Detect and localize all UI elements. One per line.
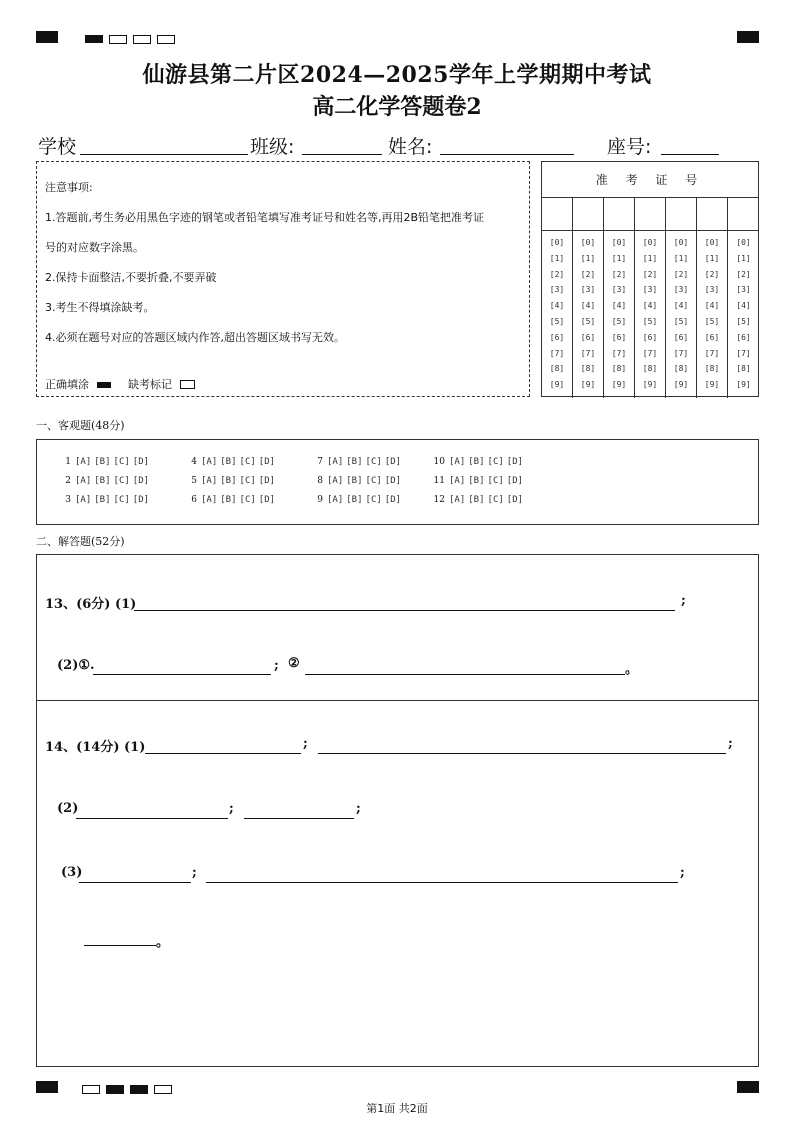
exam-id-digit-bubble[interactable]: [0] bbox=[736, 238, 751, 247]
answer-option-bubble[interactable]: [C] bbox=[239, 457, 256, 467]
exam-id-digit-bubble[interactable]: [1] bbox=[642, 253, 658, 263]
corner-mark-top-right bbox=[737, 31, 759, 43]
answer-option-bubble[interactable]: [A] bbox=[327, 495, 344, 505]
question-number: 9 bbox=[317, 495, 323, 505]
exam-id-digit-bubble[interactable]: [8] bbox=[704, 364, 720, 374]
question-number: 3 bbox=[65, 495, 71, 505]
exam-id-digit-bubble[interactable]: [5] bbox=[642, 317, 658, 326]
answer-option-bubble[interactable]: [C] bbox=[487, 457, 504, 467]
answer-option-bubble[interactable]: [D] bbox=[132, 476, 150, 486]
correct-fill-label: 正确填涂 bbox=[45, 378, 89, 391]
exam-id-column bbox=[666, 198, 697, 398]
exam-id-digit-bubble[interactable]: [1] bbox=[549, 253, 565, 263]
seat-field[interactable] bbox=[661, 134, 719, 155]
exam-id-write-box[interactable] bbox=[728, 198, 759, 231]
exam-id-digit-bubble[interactable]: [8] bbox=[611, 364, 627, 374]
exam-id-digit-bubble[interactable]: [1] bbox=[704, 253, 720, 263]
exam-id-digit-bubble[interactable]: [6] bbox=[704, 332, 720, 342]
exam-id-digit-bubble[interactable]: [9] bbox=[580, 380, 596, 390]
exam-id-digit-bubble[interactable]: [3] bbox=[642, 285, 658, 295]
answer-option-bubble[interactable]: [B] bbox=[468, 476, 485, 486]
exam-id-digit-bubble[interactable]: [9] bbox=[549, 380, 565, 390]
q14-semicolon: ; bbox=[192, 865, 197, 880]
correct-fill-sample bbox=[97, 382, 111, 388]
answer-option-bubble[interactable]: [A] bbox=[449, 476, 466, 486]
exam-id-write-box[interactable] bbox=[666, 198, 696, 231]
objective-question bbox=[311, 476, 404, 486]
timing-mark bbox=[130, 1085, 148, 1094]
objective-question bbox=[311, 495, 404, 505]
exam-id-digit-bubble[interactable]: [7] bbox=[642, 348, 658, 358]
answer-option-bubble[interactable]: [A] bbox=[201, 476, 218, 486]
question-number: 8 bbox=[317, 476, 323, 486]
corner-mark-bottom-right bbox=[737, 1081, 759, 1093]
answer-option-bubble[interactable]: [D] bbox=[506, 457, 524, 467]
answer-option-bubble[interactable]: [B] bbox=[94, 476, 111, 486]
exam-id-digit-bubble[interactable]: [7] bbox=[736, 348, 751, 358]
answer-option-bubble[interactable]: [A] bbox=[449, 495, 466, 505]
exam-id-digit-bubble[interactable]: [2] bbox=[580, 269, 596, 279]
objective-section-label: 一、客观题(48分) bbox=[36, 419, 125, 432]
answer-option-bubble[interactable]: [A] bbox=[75, 495, 92, 505]
exam-id-digit-bubble[interactable]: [4] bbox=[611, 301, 627, 311]
corner-mark-bottom-left bbox=[36, 1081, 58, 1093]
q14-semicolon: ; bbox=[680, 865, 685, 880]
exam-id-digit-bubble[interactable]: [2] bbox=[642, 269, 658, 279]
exam-id-digit-bubble[interactable]: [9] bbox=[642, 380, 658, 390]
answer-option-bubble[interactable]: [A] bbox=[327, 476, 344, 486]
exam-id-digit-bubble[interactable]: [2] bbox=[736, 269, 751, 279]
answer-option-bubble[interactable]: [D] bbox=[258, 495, 276, 505]
exam-id-write-box[interactable] bbox=[573, 198, 603, 231]
exam-id-digit-bubble[interactable]: [9] bbox=[736, 380, 751, 390]
answer-option-bubble[interactable]: [C] bbox=[365, 457, 382, 467]
answer-option-bubble[interactable]: [C] bbox=[113, 495, 130, 505]
question-number: 7 bbox=[317, 457, 323, 467]
name-label: 姓名: bbox=[388, 136, 433, 158]
question-number: 4 bbox=[191, 457, 197, 467]
exam-id-digit-bubble[interactable]: [3] bbox=[549, 285, 565, 295]
timing-mark bbox=[106, 1085, 124, 1094]
exam-id-digit-bubble[interactable]: [2] bbox=[673, 269, 689, 279]
objective-question bbox=[185, 457, 278, 467]
exam-id-digit-bubble[interactable]: [2] bbox=[549, 269, 565, 279]
q13-semicolon: ; bbox=[681, 593, 686, 608]
exam-id-digit-bubble[interactable]: [9] bbox=[611, 380, 627, 390]
question-number: 2 bbox=[65, 476, 71, 486]
exam-id-digit-bubble[interactable]: [4] bbox=[704, 301, 720, 311]
timing-mark bbox=[154, 1085, 172, 1094]
q14-end: 。 bbox=[156, 935, 170, 950]
notice-item: 1.答题前,考生务必用黑色字迹的钢笔或者铅笔填写准考证号和姓名等,再用2B铅笔把准考证 bbox=[45, 211, 485, 224]
answer-option-bubble[interactable]: [B] bbox=[220, 476, 237, 486]
timing-mark bbox=[157, 35, 175, 44]
objective-question bbox=[433, 495, 526, 505]
exam-id-digit-bubble[interactable]: [0] bbox=[611, 238, 627, 247]
answer-option-bubble[interactable]: [C] bbox=[239, 476, 256, 486]
q14-answer-2a[interactable] bbox=[76, 804, 228, 819]
answer-option-bubble[interactable]: [B] bbox=[468, 457, 485, 467]
answer-option-bubble[interactable]: [D] bbox=[258, 476, 276, 486]
objective-question bbox=[185, 495, 278, 505]
exam-id-column bbox=[542, 198, 573, 398]
q14-semicolon: ; bbox=[303, 736, 308, 751]
answer-option-bubble[interactable]: [C] bbox=[487, 495, 504, 505]
exam-id-digit-bubble[interactable]: [0] bbox=[549, 238, 565, 247]
answer-option-bubble[interactable]: [D] bbox=[132, 457, 150, 467]
answer-option-bubble[interactable]: [A] bbox=[75, 476, 92, 486]
answer-option-bubble[interactable]: [D] bbox=[506, 476, 524, 486]
timing-mark bbox=[82, 1085, 100, 1094]
exam-id-write-box[interactable] bbox=[604, 198, 634, 231]
answer-option-bubble[interactable]: [B] bbox=[94, 457, 111, 467]
q13-circle-2: ② bbox=[288, 656, 300, 671]
answer-option-bubble[interactable]: [C] bbox=[487, 476, 504, 486]
question-number: 6 bbox=[191, 495, 197, 505]
exam-id-digit-bubble[interactable]: [9] bbox=[704, 380, 720, 390]
answer-option-bubble[interactable]: [B] bbox=[94, 495, 111, 505]
answer-option-bubble[interactable]: [D] bbox=[258, 457, 276, 467]
answer-option-bubble[interactable]: [B] bbox=[346, 476, 363, 486]
q14-answer-3a[interactable] bbox=[79, 868, 191, 883]
objective-question bbox=[59, 457, 152, 467]
exam-id-digit-bubble[interactable]: [5] bbox=[704, 317, 720, 326]
question-number: 10 bbox=[433, 457, 445, 467]
exam-id-digit-bubble[interactable]: [2] bbox=[704, 269, 720, 279]
exam-id-digit-bubble[interactable]: [7] bbox=[549, 348, 565, 358]
exam-id-digit-bubble[interactable]: [4] bbox=[642, 301, 658, 311]
answer-option-bubble[interactable]: [A] bbox=[449, 457, 466, 467]
school-field[interactable] bbox=[80, 134, 248, 155]
exam-id-digit-bubble[interactable]: [4] bbox=[549, 301, 565, 311]
exam-id-digit-bubble[interactable]: [3] bbox=[673, 285, 689, 295]
exam-id-digit-bubble[interactable]: [0] bbox=[642, 238, 658, 247]
q13-answer-1[interactable] bbox=[134, 596, 675, 611]
answer-option-bubble[interactable]: [B] bbox=[220, 457, 237, 467]
exam-id-digit-bubble[interactable]: [0] bbox=[704, 238, 720, 247]
exam-id-digit-bubble[interactable]: [1] bbox=[580, 253, 596, 263]
answer-option-bubble[interactable]: [D] bbox=[384, 476, 402, 486]
exam-id-write-box[interactable] bbox=[697, 198, 727, 231]
exam-id-digit-bubble[interactable]: [9] bbox=[673, 380, 689, 390]
exam-id-digit-bubble[interactable]: [7] bbox=[673, 348, 689, 358]
q13-semicolon: ; bbox=[274, 658, 279, 673]
answer-option-bubble[interactable]: [A] bbox=[327, 457, 344, 467]
exam-id-digit-bubble[interactable]: [0] bbox=[580, 238, 596, 247]
exam-id-digit-bubble[interactable]: [8] bbox=[736, 364, 751, 374]
exam-id-digit-bubble[interactable]: [4] bbox=[673, 301, 689, 311]
exam-id-write-box[interactable] bbox=[635, 198, 665, 231]
answer-option-bubble[interactable]: [A] bbox=[201, 457, 218, 467]
timing-mark bbox=[109, 35, 127, 44]
exam-id-digit-bubble[interactable]: [1] bbox=[611, 253, 627, 263]
answer-option-bubble[interactable]: [A] bbox=[201, 495, 218, 505]
q14-answer-1a[interactable] bbox=[145, 739, 301, 754]
notice-heading: 注意事项: bbox=[45, 181, 93, 194]
q14-semicolon: ; bbox=[728, 736, 733, 751]
exam-id-digit-bubble[interactable]: [5] bbox=[611, 317, 627, 326]
q14-semicolon: ; bbox=[229, 801, 234, 816]
answer-option-bubble[interactable]: [C] bbox=[113, 457, 130, 467]
notice-item: 2.保持卡面整洁,不要折叠,不要弄破 bbox=[45, 271, 217, 284]
exam-id-digit-bubble[interactable]: [8] bbox=[642, 364, 658, 374]
page-number: 第1面 共2面 bbox=[366, 1102, 428, 1115]
exam-id-digit-bubble[interactable]: [7] bbox=[580, 348, 596, 358]
q14-answer-1b[interactable] bbox=[318, 739, 726, 754]
name-field[interactable] bbox=[440, 134, 574, 155]
exam-id-digit-bubble[interactable]: [5] bbox=[549, 317, 565, 326]
exam-id-column bbox=[604, 198, 635, 398]
question-number: 5 bbox=[191, 476, 197, 486]
class-label: 班级: bbox=[250, 136, 295, 158]
q14-semicolon: ; bbox=[356, 801, 361, 816]
exam-id-digit-bubble[interactable]: [8] bbox=[580, 364, 596, 374]
timing-mark bbox=[133, 35, 151, 44]
exam-id-column bbox=[573, 198, 604, 398]
exam-id-digit-bubble[interactable]: [6] bbox=[736, 332, 751, 342]
objective-question bbox=[433, 457, 526, 467]
exam-id-digit-bubble[interactable]: [6] bbox=[673, 332, 689, 342]
exam-id-digit-bubble[interactable]: [5] bbox=[673, 317, 689, 326]
notice-item: 3.考生不得填涂缺考。 bbox=[45, 301, 155, 314]
exam-id-digit-bubble[interactable]: [5] bbox=[580, 317, 596, 326]
exam-id-digit-bubble[interactable]: [7] bbox=[704, 348, 720, 358]
exam-id-digit-bubble[interactable]: [8] bbox=[549, 364, 565, 374]
objective-question bbox=[311, 457, 404, 467]
q14-answer-2b[interactable] bbox=[244, 804, 354, 819]
exam-id-panel bbox=[541, 161, 759, 397]
q14-answer-3b[interactable] bbox=[206, 868, 678, 883]
q14-answer-3c[interactable] bbox=[84, 931, 156, 946]
exam-id-digit-bubble[interactable]: [3] bbox=[580, 285, 596, 295]
timing-mark bbox=[85, 35, 103, 43]
notice-item: 号的对应数字涂黑。 bbox=[45, 241, 144, 254]
answer-option-bubble[interactable]: [C] bbox=[365, 476, 382, 486]
exam-id-digit-bubble[interactable]: [5] bbox=[736, 317, 751, 326]
exam-id-write-box[interactable] bbox=[542, 198, 572, 231]
notice-box bbox=[36, 161, 530, 397]
answer-option-bubble[interactable]: [D] bbox=[132, 495, 150, 505]
objective-question bbox=[59, 495, 152, 505]
exam-id-column bbox=[635, 198, 666, 398]
class-field[interactable] bbox=[302, 134, 382, 155]
objective-question bbox=[59, 476, 152, 486]
corner-mark-top-left bbox=[36, 31, 58, 43]
question-number: 11 bbox=[433, 476, 445, 486]
answer-option-bubble[interactable]: [D] bbox=[384, 457, 402, 467]
exam-id-digit-bubble[interactable]: [4] bbox=[580, 301, 596, 311]
exam-id-digit-bubble[interactable]: [2] bbox=[611, 269, 627, 279]
objective-question bbox=[433, 476, 526, 486]
school-label: 学校 bbox=[38, 136, 77, 158]
seat-label: 座号: bbox=[607, 136, 652, 158]
question-number: 1 bbox=[65, 457, 71, 467]
exam-id-digit-bubble[interactable]: [7] bbox=[611, 348, 627, 358]
fill-legend bbox=[45, 376, 195, 392]
question-13-box bbox=[36, 554, 759, 701]
absent-mark-box[interactable] bbox=[180, 380, 195, 389]
question-14-box bbox=[36, 700, 759, 1067]
answer-option-bubble[interactable]: [B] bbox=[346, 495, 363, 505]
answer-option-bubble[interactable]: [D] bbox=[506, 495, 524, 505]
exam-id-digit-bubble[interactable]: [1] bbox=[736, 253, 751, 263]
exam-id-digit-bubble[interactable]: [8] bbox=[673, 364, 689, 374]
exam-id-digit-bubble[interactable]: [1] bbox=[673, 253, 689, 263]
exam-id-digit-bubble[interactable]: [6] bbox=[549, 332, 565, 342]
exam-id-digit-bubble[interactable]: [3] bbox=[611, 285, 627, 295]
answer-option-bubble[interactable]: [C] bbox=[113, 476, 130, 486]
q13-answer-2b[interactable] bbox=[305, 660, 625, 675]
q13-answer-2a[interactable] bbox=[93, 660, 271, 675]
exam-id-digit-bubble[interactable]: [6] bbox=[611, 332, 627, 342]
exam-id-column bbox=[697, 198, 728, 398]
objective-question bbox=[185, 476, 278, 486]
q14-part2: (2) bbox=[57, 801, 79, 816]
answer-option-bubble[interactable]: [C] bbox=[365, 495, 382, 505]
absent-mark-label: 缺考标记 bbox=[128, 378, 172, 391]
answer-option-bubble[interactable]: [D] bbox=[384, 495, 402, 505]
q14-part3: (3) bbox=[61, 865, 83, 880]
q13-end: 。 bbox=[625, 662, 639, 677]
exam-id-digit-bubble[interactable]: [6] bbox=[642, 332, 658, 342]
exam-subtitle: 高二化学答题卷2 bbox=[312, 94, 482, 120]
exam-id-title: 准 考 证 号 bbox=[542, 162, 758, 198]
q13-part2: (2)①. bbox=[57, 658, 95, 673]
answer-option-bubble[interactable]: [B] bbox=[346, 457, 363, 467]
answer-option-bubble[interactable]: [B] bbox=[220, 495, 237, 505]
exam-id-digit-bubble[interactable]: [4] bbox=[736, 301, 751, 311]
exam-id-digit-bubble[interactable]: [3] bbox=[704, 285, 720, 295]
q13-head: 13、(6分) (1) bbox=[45, 597, 137, 612]
exam-id-column bbox=[728, 198, 759, 398]
objective-answer-box bbox=[36, 439, 759, 525]
subjective-section-label: 二、解答题(52分) bbox=[36, 535, 125, 548]
exam-id-digit-bubble[interactable]: [0] bbox=[673, 238, 689, 247]
answer-option-bubble[interactable]: [A] bbox=[75, 457, 92, 467]
exam-id-digit-bubble[interactable]: [3] bbox=[736, 285, 751, 295]
exam-title: 仙游县第二片区2024—2025学年上学期期中考试 bbox=[142, 62, 652, 88]
answer-option-bubble[interactable]: [B] bbox=[468, 495, 485, 505]
notice-item: 4.必须在题号对应的答题区域内作答,超出答题区域书写无效。 bbox=[45, 331, 345, 344]
answer-option-bubble[interactable]: [C] bbox=[239, 495, 256, 505]
exam-id-digit-bubble[interactable]: [6] bbox=[580, 332, 596, 342]
question-number: 12 bbox=[433, 495, 445, 505]
q14-head: 14、(14分) (1) bbox=[45, 740, 146, 755]
